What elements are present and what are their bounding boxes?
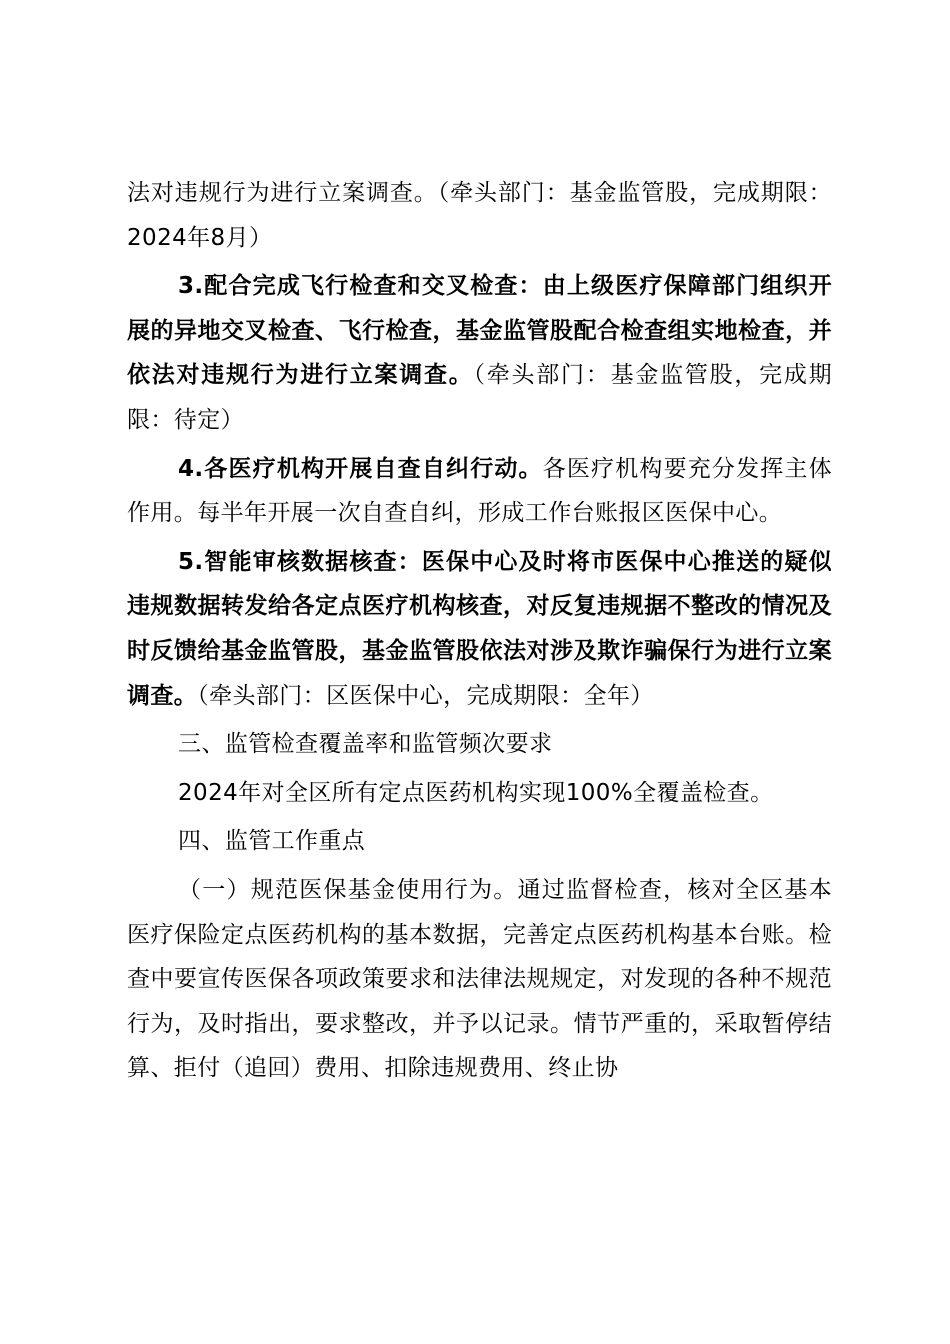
paragraph-text: （一）规范医保基金使用行为。通过监督检查，核对全区基本医疗保险定点医药机构的基本数据，完善定点医药机构基本台账。检查中要宣传医保各项政策要求和法律法规规定，对发现的各种不规范行为，及时指出，要求整改，并予以记录。情节严重的，采取暂停结算、拒付（追回）费用、扣除违规费用、终止协 bbox=[127, 876, 832, 1082]
paragraph-item-5 bbox=[127, 540, 832, 718]
paragraph-text: 法对违规行为进行立案调查。（牵头部门：基金监管股，完成期限：2024年8月） bbox=[127, 180, 832, 251]
paragraph-text: 各医疗机构要充分发挥主体作用。每半年开展一次自查自纠，形成工作台账报区医保中心。 bbox=[127, 455, 833, 527]
section-heading-3 bbox=[127, 722, 832, 767]
document-body bbox=[127, 171, 832, 1095]
paragraph-text: （牵头部门：基金监管股，完成期限：待定） bbox=[127, 362, 832, 433]
paragraph-item-3 bbox=[127, 264, 832, 442]
paragraph-text: （牵头部门：区医保中心，完成期限：全年） bbox=[197, 682, 654, 709]
paragraph-text: 三、监管检查覆盖率和监管频次要求 bbox=[178, 731, 553, 758]
paragraph-bold-lead: 3.配合完成飞行检查和交叉检查：由上级医疗保障部门组织开展的异地交叉检查、飞行检查，基金监管股配合检查组实地检查，并依法对违规行为进行立案调查。 bbox=[127, 273, 832, 389]
paragraph-item-4 bbox=[127, 447, 832, 536]
paragraph-text: 四、监管工作重点 bbox=[178, 828, 366, 855]
paragraph-text: 2024年对全区所有定点医药机构实现100%全覆盖检查。 bbox=[178, 779, 774, 806]
paragraph-bold-lead: 4.各医疗机构开展自查自纠行动。 bbox=[178, 455, 543, 482]
section-heading-4 bbox=[127, 819, 832, 864]
paragraph-continuation bbox=[127, 171, 832, 260]
paragraph-bold-lead: 5.智能审核数据核查：医保中心及时将市医保中心推送的疑似违规数据转发给各定点医疗机构核查，对反复违规据不整改的情况及时反馈给基金监管股，基金监管股依法对涉及欺诈骗保行为进行立案调查。 bbox=[127, 548, 832, 709]
paragraph-coverage bbox=[127, 771, 832, 816]
paragraph-key-point-1 bbox=[127, 868, 832, 1091]
